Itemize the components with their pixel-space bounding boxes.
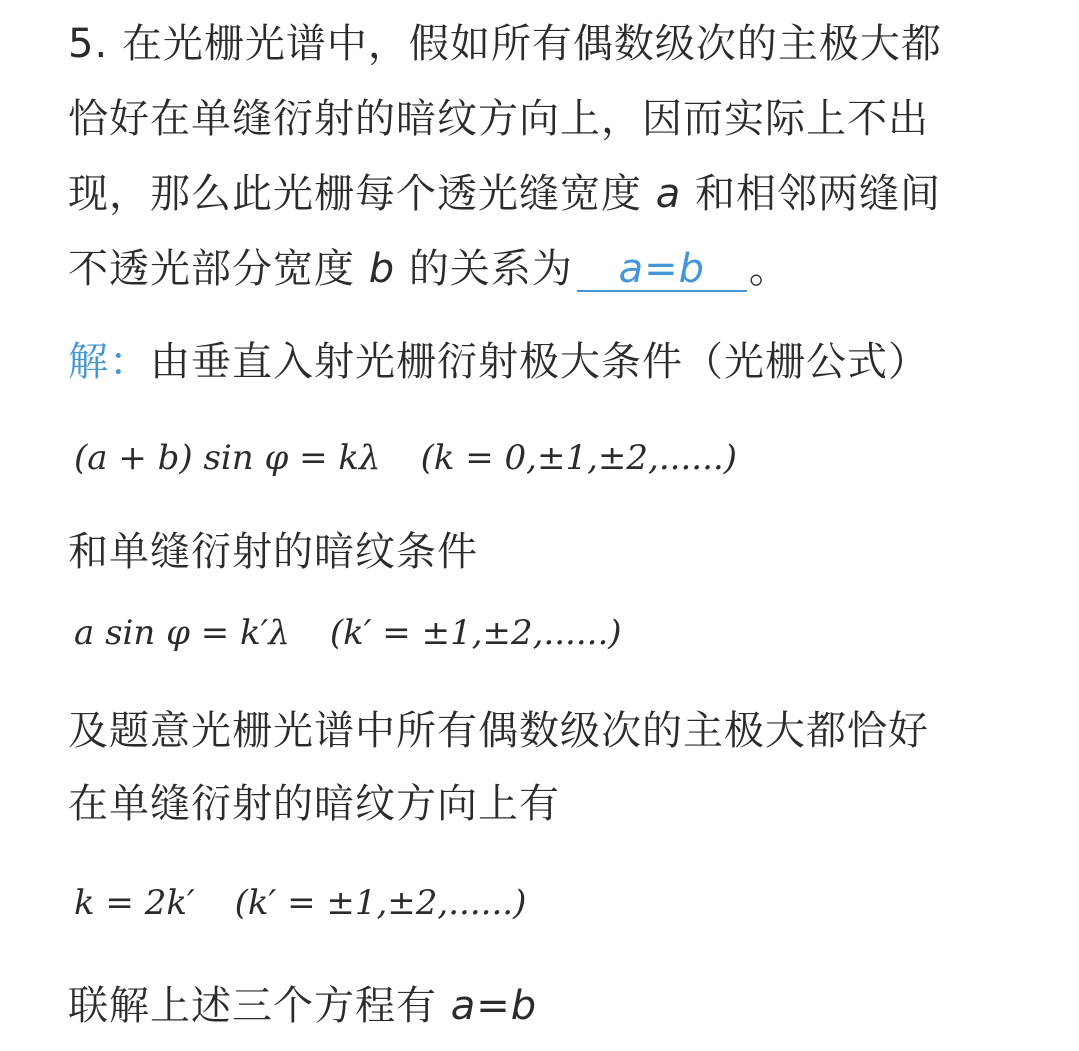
question-line-1: [68, 20, 942, 68]
solution-text-2: 和单缝衍射的暗纹条件: [68, 529, 478, 575]
equation-single-slit-condition: (k′ = ±1,±2,......): [329, 613, 622, 653]
variable-a: a: [655, 171, 682, 217]
solution-line-3: [68, 707, 929, 755]
question-line-3: [68, 170, 941, 218]
question-text-1: 5. 在光栅光谱中，假如所有偶数级次的主极大都: [68, 21, 942, 67]
question-line-2: [68, 95, 929, 143]
equation-single-slit: [74, 613, 622, 653]
question-text-3-suffix: 和相邻两缝间: [681, 171, 941, 217]
solution-text-4: 在单缝衍射的暗纹方向上有: [68, 781, 560, 827]
solution-label: 解：: [68, 339, 150, 385]
solution-intro-text: 由垂直入射光栅衍射极大条件（光栅公式）: [150, 339, 929, 385]
conclusion-text: 联解上述三个方程有: [68, 983, 451, 1029]
equation-missing-order-lhs: k = 2k′: [74, 883, 195, 923]
conclusion-value: a=b: [450, 983, 538, 1029]
variable-b: b: [368, 246, 396, 292]
solution-text-3: 及题意光栅光谱中所有偶数级次的主极大都恰好: [68, 708, 929, 754]
solution-line-4: [68, 780, 560, 828]
solution-line-2: [68, 528, 478, 576]
question-text-3-prefix: 现，那么此光栅每个透光缝宽度: [68, 171, 656, 217]
question-line-4: [68, 245, 790, 293]
question-text-4-mid: 的关系为: [395, 246, 573, 292]
equation-missing-order-condition: (k′ = ±1,±2,......): [234, 883, 527, 923]
equation-grating: [74, 438, 737, 478]
solution-conclusion: [68, 982, 537, 1030]
question-text-2: 恰好在单缝衍射的暗纹方向上，因而实际上不出: [68, 96, 929, 142]
equation-grating-lhs: (a + b) sin φ = kλ: [74, 438, 381, 478]
question-text-4-prefix: 不透光部分宽度: [68, 246, 369, 292]
answer-blank: a=b: [577, 248, 747, 292]
equation-missing-order: [74, 883, 526, 923]
equation-grating-condition: (k = 0,±1,±2,......): [420, 438, 737, 478]
question-text-4-end: 。: [748, 246, 790, 292]
equation-single-slit-lhs: a sin φ = k′λ: [74, 613, 290, 653]
solution-intro-line: [68, 338, 929, 386]
